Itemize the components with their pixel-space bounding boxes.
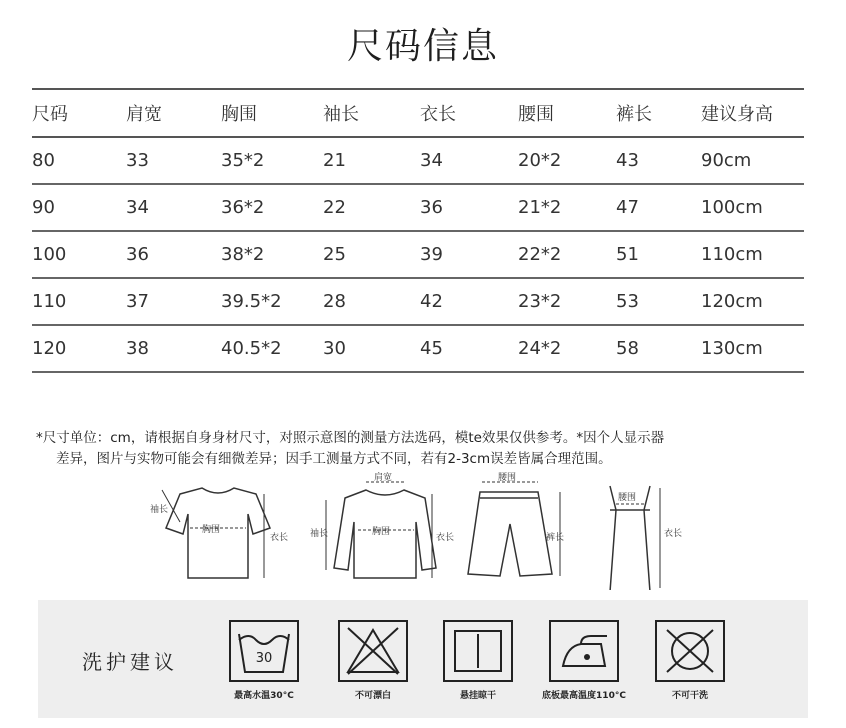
size-table xyxy=(32,88,804,373)
header-length: 衣长 xyxy=(420,89,518,137)
table-cell: 110 xyxy=(32,291,67,312)
table-cell: 53 xyxy=(616,291,639,312)
table-cell: 36 xyxy=(126,244,149,265)
care-item-hang xyxy=(428,620,528,701)
care-item-wash xyxy=(214,620,314,701)
sweater-sleeve-label: 袖长 xyxy=(310,529,329,539)
table-cell: 20*2 xyxy=(518,150,562,171)
wash-30-icon xyxy=(229,620,299,682)
header-size: 尺码 xyxy=(32,89,126,137)
shorts-length-label: 裤长 xyxy=(546,533,565,543)
table-cell: 90cm xyxy=(701,150,752,171)
header-sleeve: 袖长 xyxy=(323,89,420,137)
note-line-1: *尺寸单位：cm，请根据自身身材尺寸，对照示意图的测量方法选码，模te效果仅供参考。*因个人显示器 xyxy=(36,430,665,446)
table-cell: 28 xyxy=(323,291,346,312)
table-cell: 42 xyxy=(420,291,443,312)
table-cell: 24*2 xyxy=(518,338,562,359)
iron-icon xyxy=(549,620,619,682)
table-cell: 22 xyxy=(323,197,346,218)
table-cell: 35*2 xyxy=(221,150,265,171)
header-waist: 腰围 xyxy=(518,89,616,137)
measurement-diagrams-svg xyxy=(140,470,700,590)
note-line-2: 差异，图片与实物可能会有细微差异；因手工测量方式不同，若有2-3cm误差皆属合理范围。 xyxy=(56,451,612,467)
care-label-iron: 底板最高温度110°C xyxy=(542,691,626,701)
table-row xyxy=(32,278,804,325)
tshirt-length-label: 衣长 xyxy=(270,533,289,543)
shorts-waist-label: 腰围 xyxy=(498,473,517,483)
care-item-iron xyxy=(534,620,634,701)
table-row xyxy=(32,231,804,278)
table-cell: 39.5*2 xyxy=(221,291,282,312)
table-row xyxy=(32,325,804,372)
table-cell: 36*2 xyxy=(221,197,265,218)
table-cell: 130cm xyxy=(701,338,763,359)
table-cell: 80 xyxy=(32,150,55,171)
table-cell: 33 xyxy=(126,150,149,171)
wash-temp: 30 xyxy=(255,651,273,666)
tshirt-sleeve-label: 袖长 xyxy=(150,505,169,515)
header-chest: 胸围 xyxy=(221,89,323,137)
hang-dry-icon xyxy=(443,620,513,682)
header-pants-length: 裤长 xyxy=(616,89,701,137)
tshirt-chest-label: 胸围 xyxy=(202,525,221,535)
table-cell: 40.5*2 xyxy=(221,338,282,359)
care-label-wash: 最高水温30°C xyxy=(234,691,294,701)
no-dry-clean-icon xyxy=(655,620,725,682)
sweater-shoulder-label: 肩宽 xyxy=(374,473,393,483)
care-label-dryclean: 不可干洗 xyxy=(671,691,708,701)
overalls-waist-label: 腰围 xyxy=(618,493,637,503)
header-shoulder: 肩宽 xyxy=(126,89,221,137)
table-row xyxy=(32,184,804,231)
care-label-hang: 悬挂晾干 xyxy=(459,691,496,701)
table-cell: 38 xyxy=(126,338,149,359)
table-cell: 120 xyxy=(32,338,67,359)
table-cell: 45 xyxy=(420,338,443,359)
table-cell: 51 xyxy=(616,244,639,265)
table-cell: 23*2 xyxy=(518,291,562,312)
table-cell: 110cm xyxy=(701,244,763,265)
care-label-bleach: 不可漂白 xyxy=(354,691,391,701)
care-item-dryclean xyxy=(640,620,740,701)
table-row xyxy=(32,137,804,184)
table-cell: 34 xyxy=(126,197,149,218)
table-cell: 25 xyxy=(323,244,346,265)
table-cell: 47 xyxy=(616,197,639,218)
no-bleach-icon xyxy=(338,620,408,682)
overalls-length-label: 衣长 xyxy=(664,529,683,539)
table-cell: 36 xyxy=(420,197,443,218)
table-cell: 100cm xyxy=(701,197,763,218)
size-note xyxy=(36,428,826,470)
header-height: 建议身高 xyxy=(701,89,804,137)
table-cell: 22*2 xyxy=(518,244,562,265)
table-cell: 58 xyxy=(616,338,639,359)
table-cell: 39 xyxy=(420,244,443,265)
measurement-diagrams xyxy=(140,470,700,590)
shorts-outline xyxy=(468,492,552,576)
sweater-length-label: 衣长 xyxy=(436,533,455,543)
table-cell: 34 xyxy=(420,150,443,171)
table-cell: 43 xyxy=(616,150,639,171)
care-title: 洗护建议 xyxy=(82,650,178,674)
table-cell: 37 xyxy=(126,291,149,312)
table-header-row xyxy=(32,89,804,137)
table-cell: 21 xyxy=(323,150,346,171)
table-cell: 30 xyxy=(323,338,346,359)
care-item-bleach xyxy=(323,620,423,701)
table-cell: 21*2 xyxy=(518,197,562,218)
sweater-chest-label: 胸围 xyxy=(372,527,391,537)
page-title: 尺码信息 xyxy=(346,26,499,67)
table-cell: 100 xyxy=(32,244,67,265)
table-cell: 90 xyxy=(32,197,55,218)
table-cell: 120cm xyxy=(701,291,763,312)
care-panel xyxy=(38,600,808,718)
table-cell: 38*2 xyxy=(221,244,265,265)
